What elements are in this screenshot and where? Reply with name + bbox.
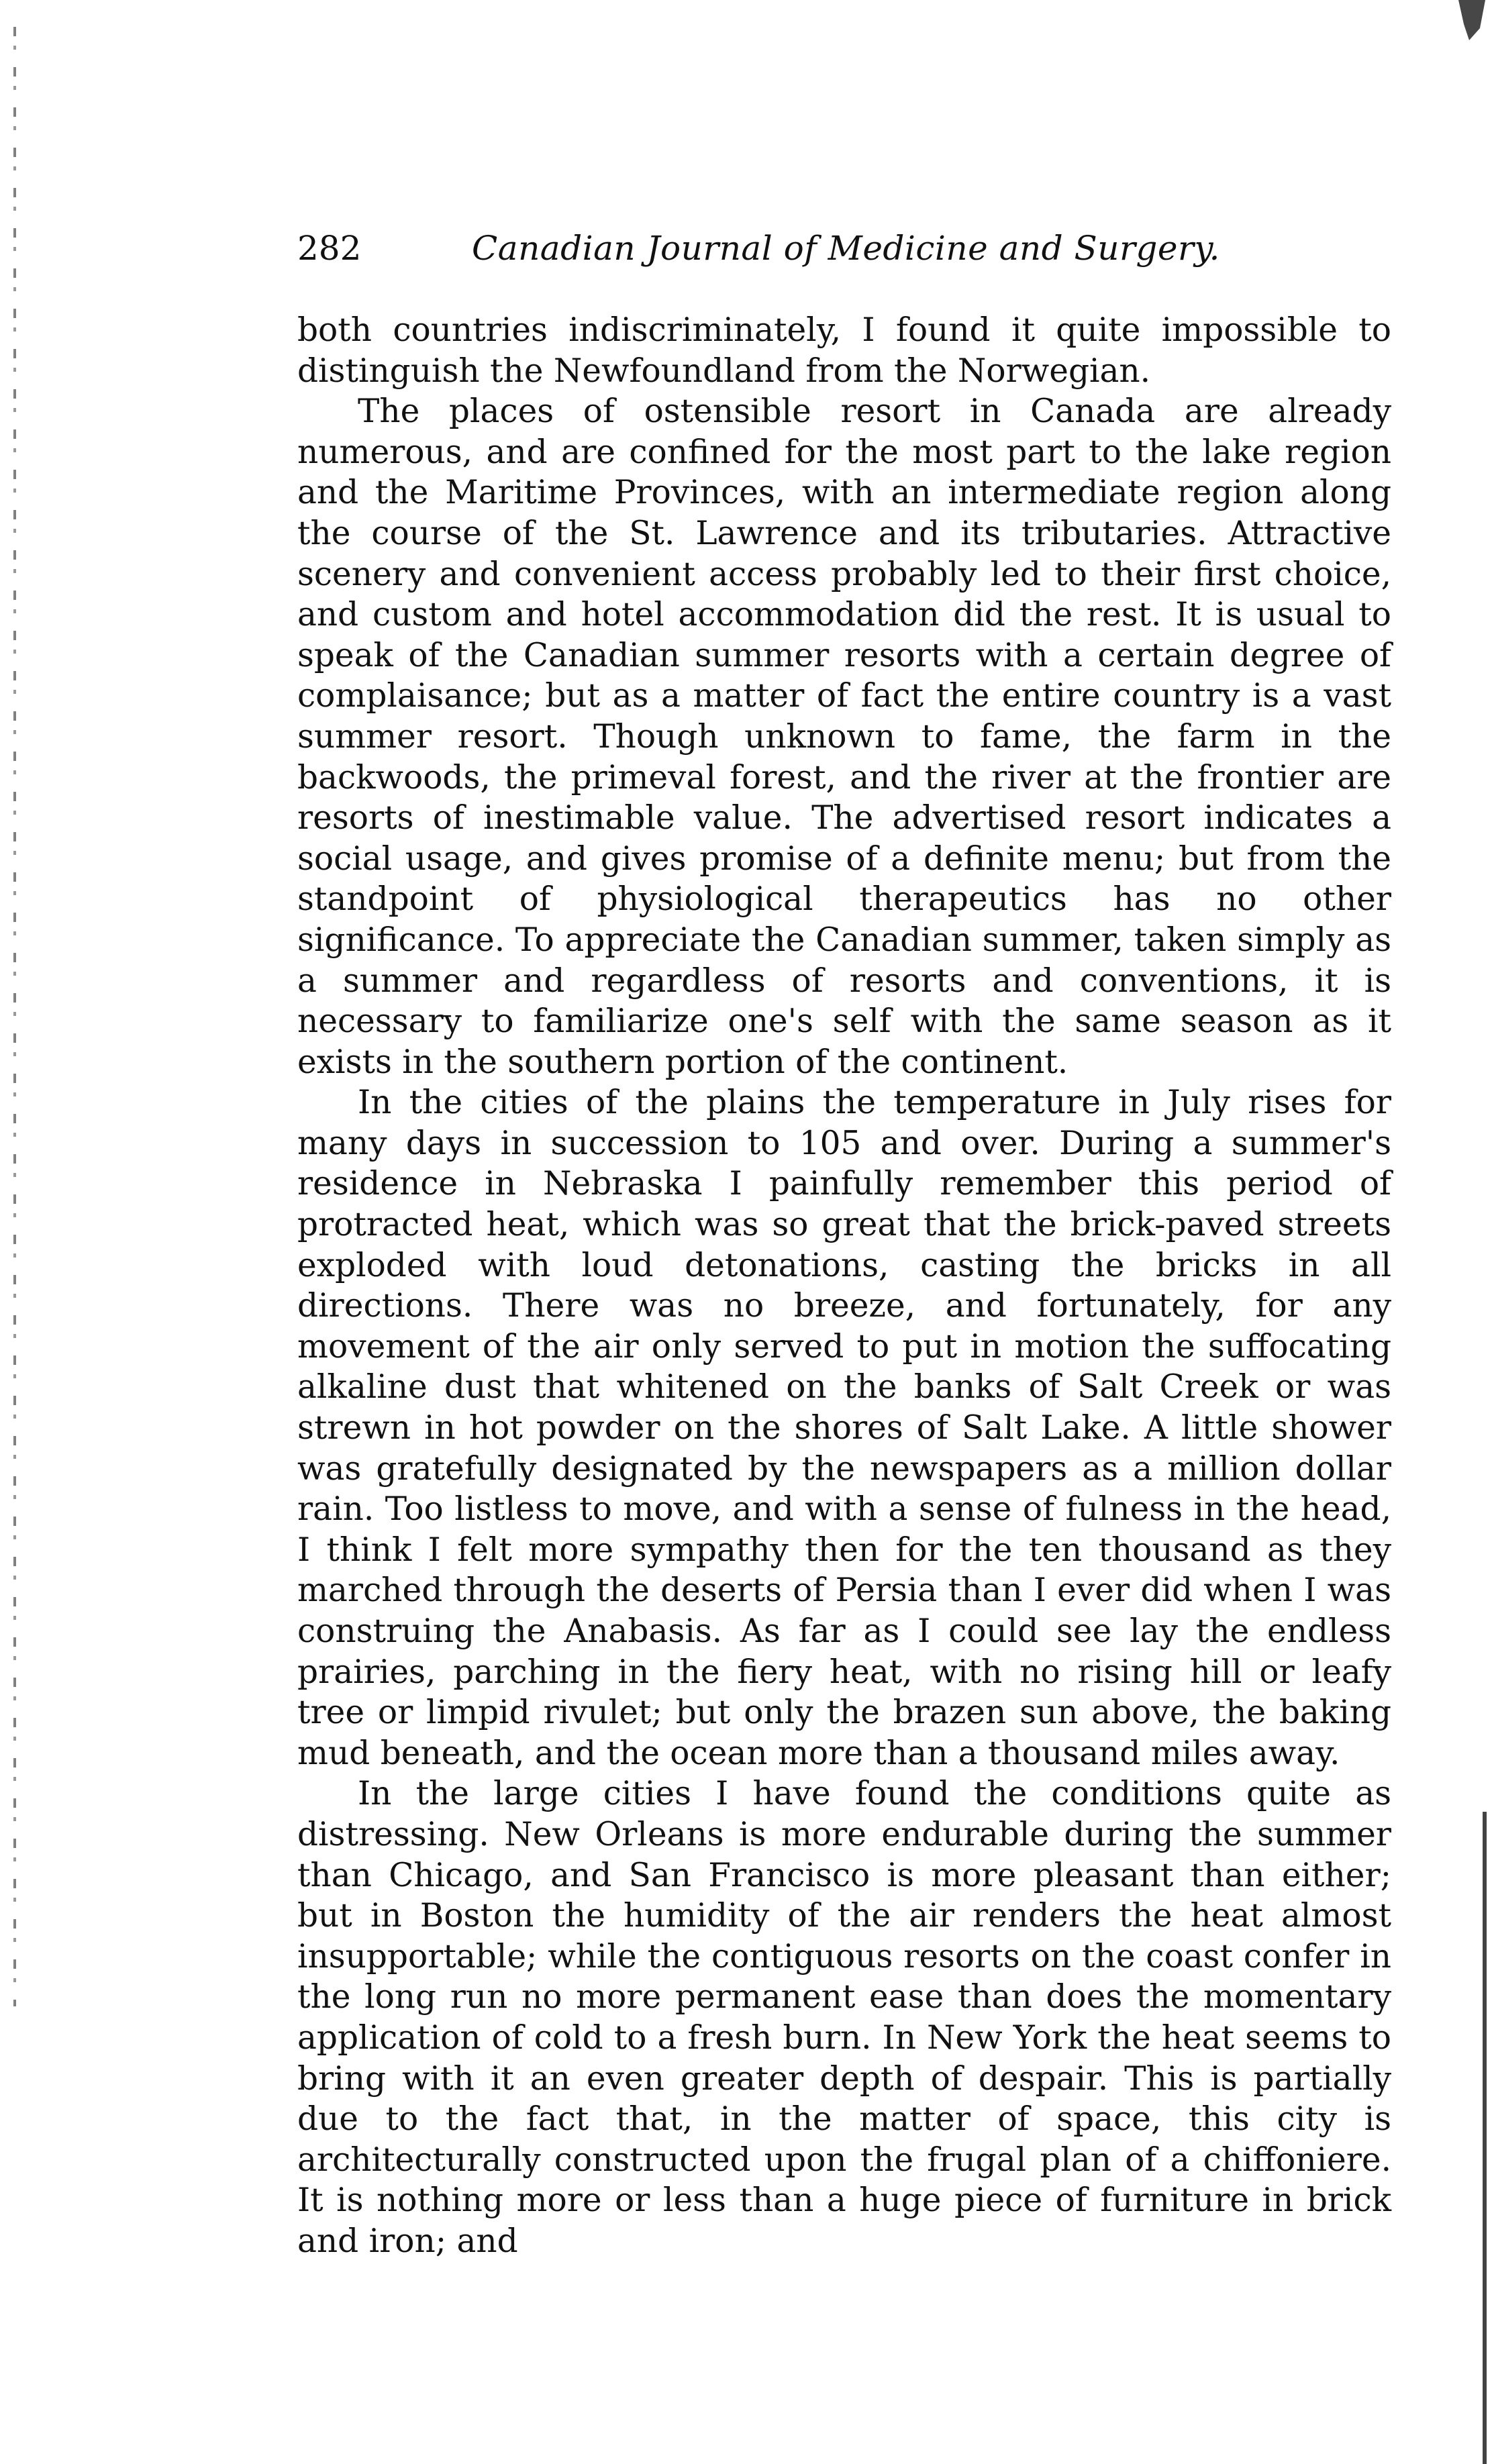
paragraph-large-cities: In the large cities I have found the conditions quite as distressing. New Orleans is more endurable during the summer than Chicago, and San Francisco is more pleasant than either; but in Boston the humidity of the air renders the heat almost insupportable; while the contiguous resorts on the coast confer in the long run no more permanent ease than does the momentary application of cold to a fresh burn. In New York the heat seems to bring with it an even greater depth of despair. This is partially due to the fact that, in the matter of space, this city is architecturally constructed upon the frugal plan of a chiffoniere. It is nothing more or less than a huge piece of furniture in brick and iron; and xyxy=(297,1775,1391,2260)
page-number: 282 xyxy=(297,229,362,268)
article-body xyxy=(297,310,1391,2260)
corner-ink-mark xyxy=(1458,0,1485,40)
running-header xyxy=(297,225,1237,278)
paragraph-cities-of-plains: In the cities of the plains the temperature in July rises for many days in succession to 105 and over. During a summer's residence in Nebraska I painfully remember this period of protracted heat, which was so great that the brick-paved streets exploded with loud detonations, casting the bricks in all directions. There was no breeze, and fortunately, for any movement of the air only served to put in motion the suffocating alkaline dust that whitened on the banks of Salt Creek or was strewn in hot powder on the shores of Salt Lake. A little shower was gratefully designated by the newspapers as a million dollar rain. Too listless to move, and with a sense of fulness in the head, I think I felt more sympathy then for the ten thousand as they marched through the deserts of Persia than I ever did when I was construing the Anabasis. As far as I could see lay the endless prairies, parching in the fiery heat, with no rising hill or leafy tree or limpid rivulet; but only the brazen sun above, the baking mud beneath, and the ocean more than a thousand miles away. xyxy=(297,1084,1391,1772)
running-title: Canadian Journal of Medicine and Surgery. xyxy=(472,229,1220,268)
paragraph-continuation: both countries indiscriminately, I found it quite impossible to distinguish the Newfoundland from the Norwegian. xyxy=(297,311,1391,390)
binding-edge-right xyxy=(1483,1812,1487,2464)
paragraph-canada-resorts: The places of ostensible resort in Canada are already numerous, and are confined for the most part to the lake region and the Maritime Provinces, with an intermediate region along the course of the St. Lawrence and its tributaries. Attractive scenery and convenient access probably led to their first choice, and custom and hotel accommodation did the rest. It is usual to speak of the Canadian summer resorts with a certain degree of complaisance; but as a matter of fact the entire country is a vast summer resort. Though unknown to fame, the farm in the backwoods, the primeval forest, and the river at the frontier are resorts of inestimable value. The advertised resort indicates a social usage, and gives promise of a definite menu; but from the standpoint of physiological therapeutics has no other significance. To appreciate the Canadian summer, taken simply as a summer and regardless of resorts and conventions, it is necessary to familiarize one's self with the same season as it exists in the southern portion of the continent. xyxy=(297,393,1391,1081)
binding-edge-left xyxy=(13,27,16,2006)
